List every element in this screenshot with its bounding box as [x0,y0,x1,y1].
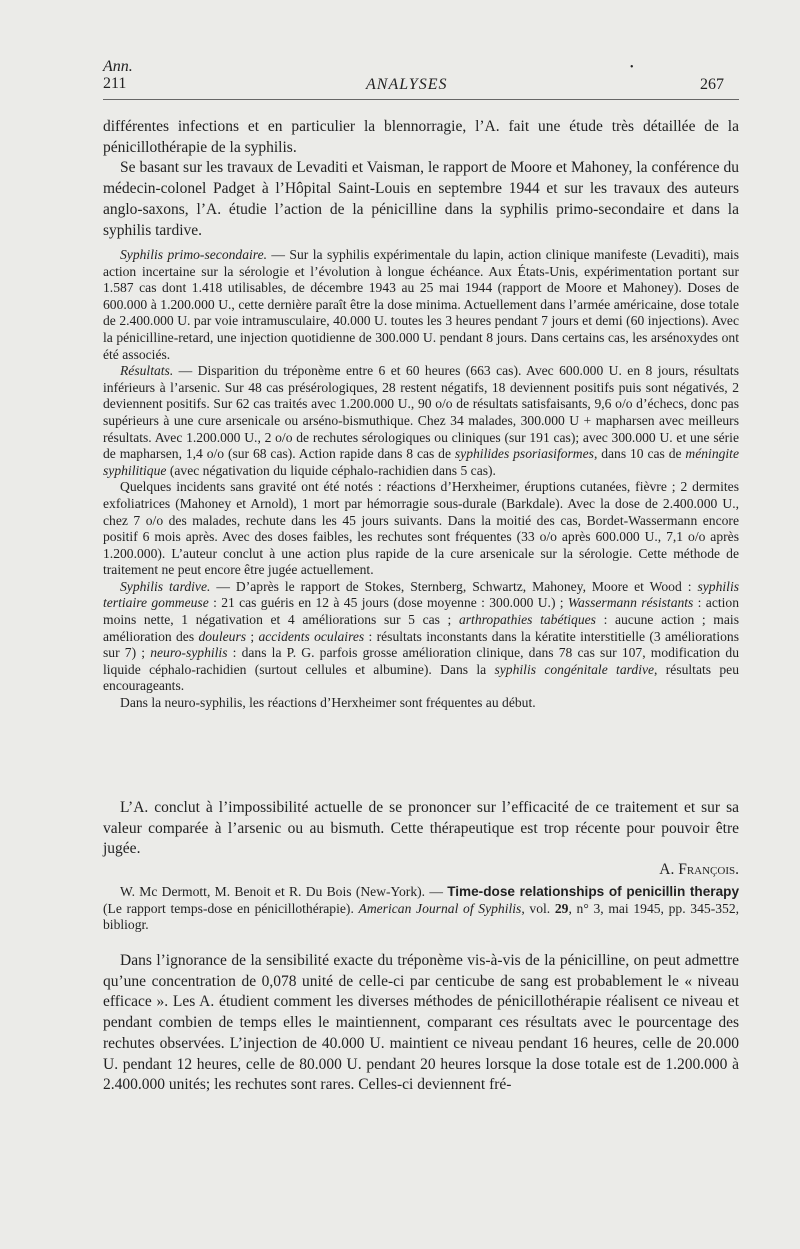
analysis-2-body [103,951,739,1096]
journal-volume: 211 [103,75,127,92]
term-syphilides: syphilides psoriasiformes [454,446,594,462]
paragraph-incidents: Quelques incidents sans gravité ont été notés : réactions d’Herxheimer, éruptions cutanées, fièvre ; 2 dermites exfoliatrices (Mahoney et Arnold), 1 mort par hémorragie sous-durale (Barkdale). Avec la dose de 2.400.000 U., chez 7 o/o des malades, rechute dans les 45 jours suivants. Dans la moitié des cas, Bordet-Wassermann encore positif 6 mois après. Avec des doses faibles, les rechutes sont fréquentes (33 o/o après 600.000 U., 7,1 o/o après 1.200.000). L’auteur conclut à une action plus rapide de la cure arsenicale sur la sérologie. Cette méthode de traitement ne peut encore être jugée actuellement. [103,479,739,578]
term-meningite: méningite syphilitique [103,446,739,478]
term-neurosyphilis: neuro-syphilis [150,645,228,661]
text-tardive-3: : action moins nette, 1 négativation et 4 améliorations sur 5 cas ; [103,595,740,628]
text-tardive-7: : dans la P. G. parfois grosse amélioration clinique, dans 78 cas sur 107, modification du liquide céphalo-rachidien (surtout cellules et albumine). Dans la [103,645,739,677]
running-header-section: ANALYSES [366,76,448,93]
text-tardive-8: , résultats peu encourageants. [103,661,739,694]
heading-resultats: Résultats. [120,363,174,379]
intro-paragraph-1: différentes infections et en particulier la blennorragie, l’A. fait une étude très détaillée de la pénicillothérapie de la syphilis. [103,118,739,156]
citation-paragraph [103,884,739,934]
analysis-1-conclusion [103,798,739,881]
text-tardive-5: ; [246,628,259,644]
text-tardive-2: : 21 cas guéris en 12 à 45 jours (dose moyenne : 300.000 U.) ; [208,595,568,611]
term-congenitale: syphilis congénitale tardive [494,661,655,677]
paragraph-primo-secondaire [103,247,739,363]
page-number: 267 [700,76,724,93]
text-resultats-1: — Disparition du tréponème entre 6 et 60 heures (663 cas). Avec 600.000 U. en 8 jours, résultats inférieurs à l’arsenic. Sur 48 cas présérologiques, 28 restent négatifs, 18 deviennent positifs puis sont négativés, 2 deviennent positifs. Sur 62 cas traités avec 1.200.000 U., 90 o/o de résultats satisfaisants, 9,6 o/o d’échecs, donc pas supérieurs à une cure arsenicale ou arséno-bismuthique. Chez 34 malades, 300.000 U + mapharsen avec meilleurs résultats. Avec 1.200.000 U., 2 o/o de rechutes sérologiques ou cliniques (sur 191 cas); avec 300.000 U. et une série de mapharsen, 1,4 o/o (sur 68 cas). Action rapide dans 8 cas de [103,363,739,462]
citation-title-en: Time-dose relationships of penicillin therapy [447,884,740,899]
citation-title-fr: (Le rapport temps-dose en pénicillothérapie). [103,900,359,916]
term-oculaires: accidents oculaires [258,628,365,644]
term-wassermann: Wassermann résistants [567,595,694,611]
paragraph-resultats [103,363,739,479]
signature: A. François. [659,861,739,879]
analysis-1-details [103,247,739,712]
journal-abbrev: Ann. [103,58,133,75]
header-rule [103,99,739,100]
citation-journal: American Journal of Syphilis [358,900,522,916]
paragraph-neuro: Dans la neuro-syphilis, les réactions d’Herxheimer sont fréquentes au début. [120,695,536,711]
text-tardive-1: — D’après le rapport de Stokes, Sternberg, Schwartz, Mahoney, Moore et Wood : [210,578,698,594]
text-resultats-3: (avec négativation du liquide céphalo-rachidien dans 5 cas). [166,462,496,478]
term-douleurs: douleurs [198,628,247,644]
citation-volume: 29 [554,900,569,916]
analysis-2-citation [103,884,739,934]
text-primo-secondaire: — Sur la syphilis expérimentale du lapin, action clinique manifeste (Levaditi), mais action incertaine sur la sérologie et l’évolution à longue échéance. Aux États-Unis, expérimentation portant sur 1.587 cas dont 1.418 utilisables, de décembre 1943 au 25 mai 1944 (rapport de Moore et Mahoney). Doses de 600.000 à 1.200.000 U., cette dernière paraît être la dose minima. Actuellement dans l’armée américaine, dose totale de 2.400.000 U. par voie intramusculaire, 40.000 U. toutes les 3 heures pendant 7 jours et demi (60 injections). Avec la pénicilline-retard, une injection quotidienne de 300.000 U. pendant 8 jours. Dans certains cas, les arsénoxydes ont été associés. [103,247,739,362]
print-speck: • [630,62,634,73]
citation-ref-1: , vol. [521,900,555,916]
citation-ref-2: , n° 3, mai 1945, pp. 345-352, bibliogr. [103,900,740,933]
paragraph-tardive [103,579,739,695]
term-arthropathies: arthropathies tabétiques [458,612,596,628]
text-tardive-6: : résultats inconstants dans la kératite interstitielle (3 améliorations sur 7) ; [103,628,739,661]
intro-paragraph-2: Se basant sur les travaux de Levaditi et Vaisman, le rapport de Moore et Mahoney, la conférence du médecin-colonel Padget à l’Hôpital Saint-Louis en septembre 1944 et sur les travaux des auteurs anglo-saxons, l’A. étudie l’action de la pénicilline dans la syphilis primo-secondaire et dans la syphilis tardive. [103,159,739,239]
text-tardive-4: : aucune action ; mais amélioration des [103,612,739,644]
citation-authors: W. Mc Dermott, M. Benoit et R. Du Bois (New-York). — [120,884,448,899]
conclusion-paragraph: L’A. conclut à l’impossibilité actuelle de se prononcer sur l’efficacité de ce traitement et sur sa valeur comparée à l’arsenic ou au bismuth. Cette thérapeutique est trop récente pour pouvoir être jugée. [103,799,739,858]
running-header-journal [103,58,133,92]
term-tertiaire: syphilis tertiaire gommeuse [103,578,740,611]
heading-tardive: Syphilis tardive. [120,578,211,594]
text-resultats-2: , dans 10 cas de [593,446,686,462]
heading-primo-secondaire: Syphilis primo-secondaire. [120,247,268,262]
analysis-1-intro [103,117,739,241]
analysis-2-paragraph: Dans l’ignorance de la sensibilité exacte du tréponème vis-à-vis de la pénicilline, on peut admettre qu’une concentration de 0,078 unité de celle-ci par centicube de sang est probablement le « niveau efficace ». Les A. étudient comment les diverses méthodes de pénicillothérapie réalisent ce niveau et pendant combien de temps elles le maintiennent, comparant ces résultats avec le pourcentage des rechutes observées. L’injection de 40.000 U. maintient ce niveau pendant 16 heures, celle de 20.000 U. pendant 12 heures, celle de 80.000 U. pendant 20 heures lorsque la dose totale est de 1.200.000 à 2.400.000 unités; les rechutes sont rares. Celles-ci deviennent fré- [103,952,739,1094]
